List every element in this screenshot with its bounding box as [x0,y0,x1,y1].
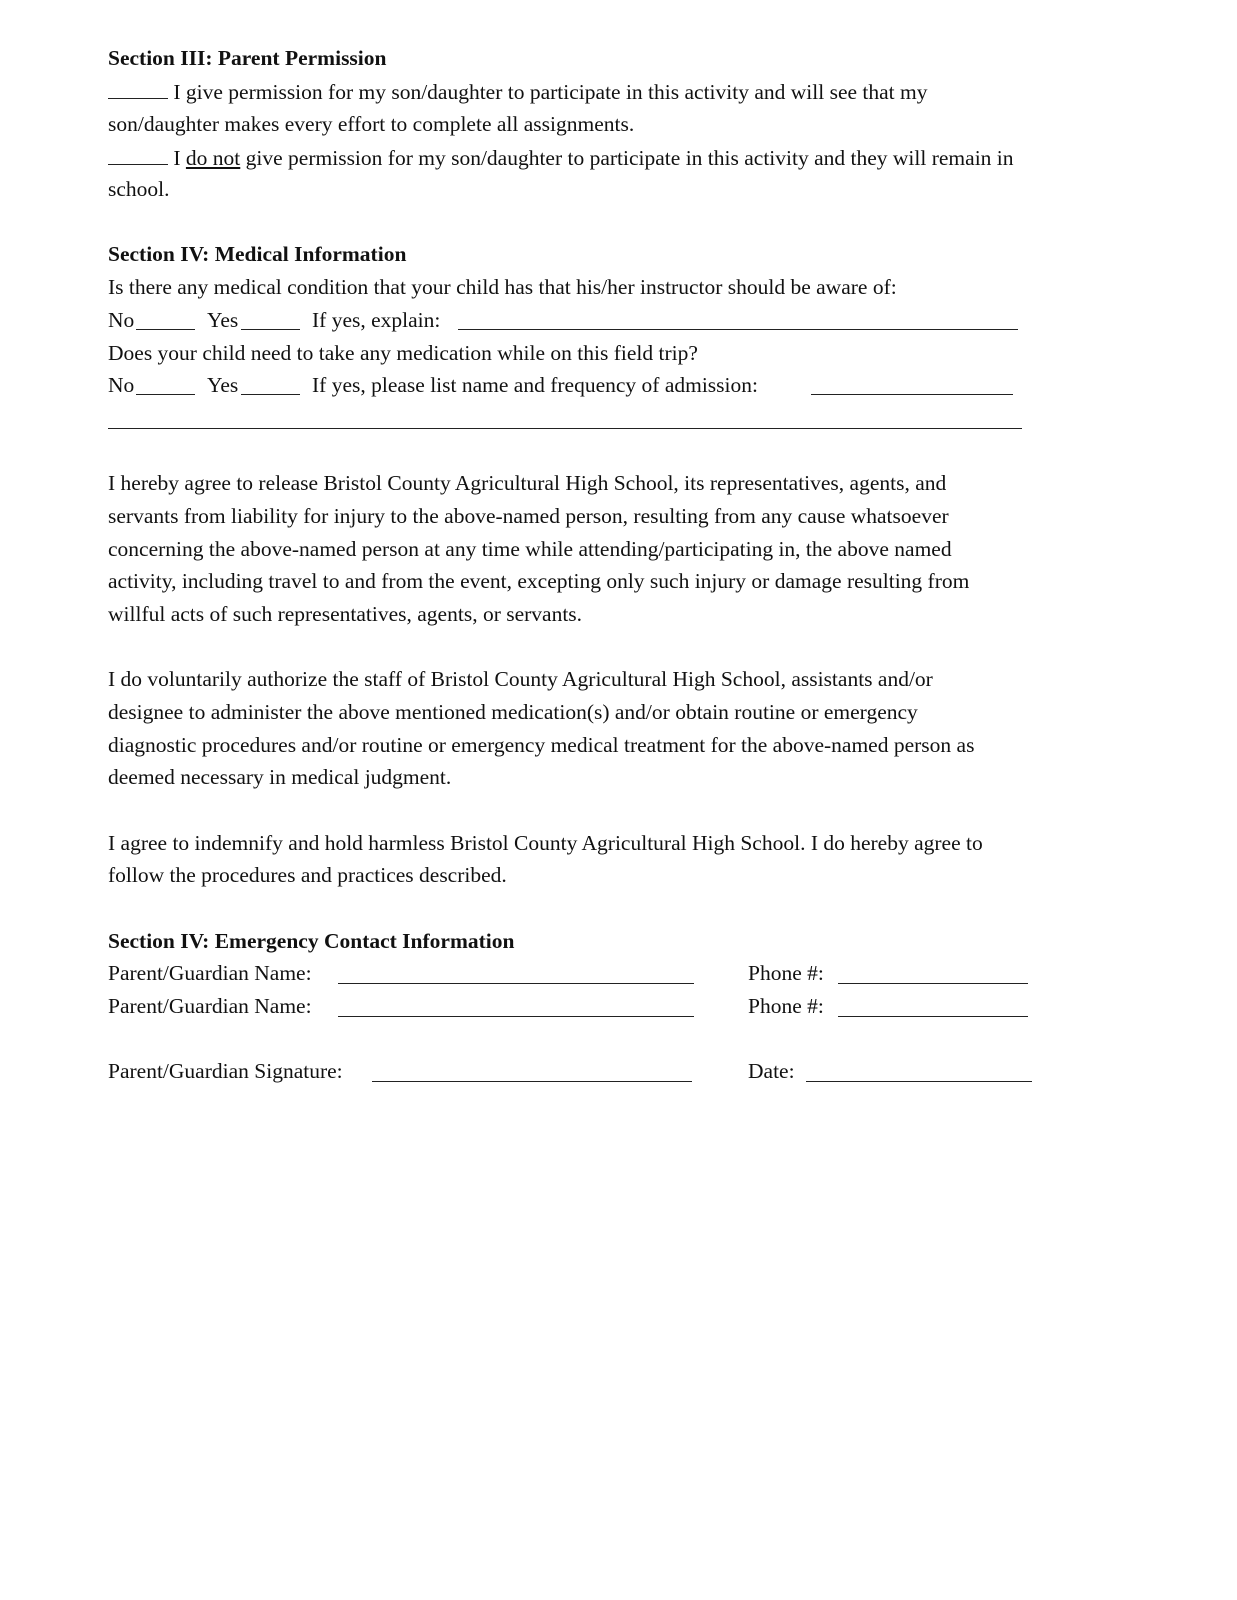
section-iii-heading: Section III: Parent Permission [108,46,387,70]
permission-deny-pre: I [173,146,181,170]
medication-yes-label: Yes [207,373,239,397]
permission-deny-blank[interactable] [108,145,168,165]
condition-yes-label: Yes [207,308,239,332]
guardian-name-field-1[interactable] [338,983,694,984]
section-iv-medical-heading: Section IV: Medical Information [108,242,407,266]
release-line: willful acts of such representatives, agents, or servants. [108,602,583,626]
release-line: servants from liability for injury to the above-named person, resulting from any cause whatsoever [108,504,949,528]
release-line: activity, including travel to and from the event, excepting only such injury or damage resulting from [108,569,970,593]
permission-give-text-cont: son/daughter makes every effort to complete all assignments. [108,112,635,136]
medication-question: Does your child need to take any medication while on this field trip? [108,341,698,365]
permission-deny-text-cont: school. [108,177,170,201]
permission-give-text: I give permission for my son/daughter to participate in this activity and will see that my [173,80,928,104]
condition-no-label: No [108,308,135,332]
authorize-line: diagnostic procedures and/or routine or emergency medical treatment for the above-named person as [108,733,975,757]
medication-no-blank[interactable] [136,394,195,395]
permission-give-line [108,79,928,104]
phone-field-2[interactable] [838,1016,1028,1017]
release-line: I hereby agree to release Bristol County Agricultural High School, its representatives, agents, and [108,471,947,495]
permission-deny-text: give permission for my son/daughter to participate in this activity and they will remain in [245,146,1014,170]
medication-no-label: No [108,373,135,397]
medication-yes-blank[interactable] [241,394,300,395]
phone-label-1: Phone #: [748,961,824,985]
permission-deny-line [108,145,1014,170]
signature-field[interactable] [372,1081,692,1082]
medication-list-field-cont[interactable] [108,428,1022,429]
permission-deny-emphasis: do not [185,146,241,170]
date-label: Date: [748,1059,795,1083]
guardian-name-label-2: Parent/Guardian Name: [108,994,312,1018]
medication-list-field[interactable] [811,394,1013,395]
authorize-line: deemed necessary in medical judgment. [108,765,452,789]
phone-field-1[interactable] [838,983,1028,984]
signature-label: Parent/Guardian Signature: [108,1059,343,1083]
release-line: concerning the above-named person at any time while attending/participating in, the above named [108,537,952,561]
phone-label-2: Phone #: [748,994,824,1018]
permission-give-blank[interactable] [108,79,168,99]
medical-condition-question: Is there any medical condition that your child has that his/her instructor should be aware of: [108,275,897,299]
condition-explain-label: If yes, explain: [312,308,441,332]
indemnify-line: I agree to indemnify and hold harmless Bristol County Agricultural High School. I do hereby agree to [108,831,983,855]
indemnify-line: follow the procedures and practices described. [108,863,507,887]
date-field[interactable] [806,1081,1032,1082]
condition-explain-field[interactable] [458,329,1018,330]
emergency-contact-heading: Section IV: Emergency Contact Information [108,929,515,953]
guardian-name-label-1: Parent/Guardian Name: [108,961,312,985]
authorize-line: I do voluntarily authorize the staff of Bristol County Agricultural High School, assistants and/or [108,667,933,691]
medication-list-label: If yes, please list name and frequency of admission: [312,373,758,397]
guardian-name-field-2[interactable] [338,1016,694,1017]
condition-no-blank[interactable] [136,329,195,330]
condition-yes-blank[interactable] [241,329,300,330]
authorize-line: designee to administer the above mentioned medication(s) and/or obtain routine or emergency [108,700,918,724]
